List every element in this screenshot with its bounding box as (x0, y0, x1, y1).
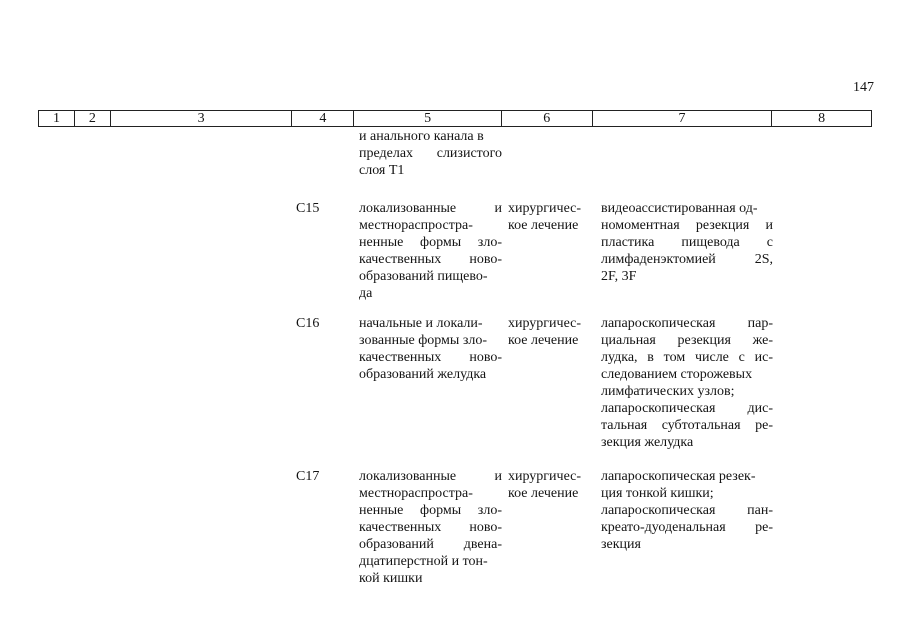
treatment-cell (502, 200, 593, 315)
table-row (38, 128, 872, 182)
treatment-line: кое лечение (508, 333, 579, 348)
column-header-1: 1 (39, 111, 75, 126)
table-body (38, 128, 872, 598)
diagnosis-line: ненные формы зло- (359, 235, 502, 250)
method-line: тальная субтотальная ре- (601, 418, 773, 433)
column-header-7: 7 (593, 111, 773, 126)
treatment-line: хирургичес- (508, 201, 582, 216)
diagnosis-line: и анального канала в (359, 129, 484, 144)
diagnosis-line: начальные и локали- (359, 316, 483, 331)
method-cell (593, 468, 773, 598)
treatment-line: хирургичес- (508, 469, 582, 484)
code-cell: C15 (296, 201, 320, 216)
diagnosis-cell (354, 128, 502, 182)
method-line: пластика пищевода с (601, 235, 773, 250)
treatment-cell (502, 315, 593, 468)
diagnosis-line: образований пищево- (359, 269, 488, 284)
diagnosis-line: местнораспростра- (359, 218, 473, 233)
method-line: циальная резекция же- (601, 333, 773, 348)
diagnosis-cell (354, 315, 502, 468)
method-line: зекция желудка (601, 435, 694, 450)
method-line: лапароскопическая пар- (601, 316, 773, 331)
treatment-line: кое лечение (508, 218, 579, 233)
diagnosis-line: качественных ново- (359, 252, 502, 267)
treatment-line: хирургичес- (508, 316, 582, 331)
table-header-row (38, 110, 872, 127)
diagnosis-line: кой кишки (359, 571, 423, 586)
table-row (38, 200, 872, 315)
diagnosis-line: да (359, 286, 373, 301)
page-number: 147 (853, 80, 874, 95)
diagnosis-line: слоя T1 (359, 163, 405, 178)
table-row (38, 315, 872, 468)
method-line: лудка, в том числе с ис- (601, 350, 773, 365)
method-line: видеоассистированная од- (601, 201, 758, 216)
method-line: лапароскопическая резек- (601, 469, 756, 484)
column-header-6: 6 (502, 111, 593, 126)
method-line: номоментная резекция и (601, 218, 773, 233)
diagnosis-cell (354, 468, 502, 598)
diagnosis-line: образований двена- (359, 537, 502, 552)
diagnosis-line: пределах слизистого (359, 146, 502, 161)
diagnosis-line: зованные формы зло- (359, 333, 487, 348)
method-line: ция тонкой кишки; (601, 486, 714, 501)
treatment-line: кое лечение (508, 486, 579, 501)
diagnosis-line: качественных ново- (359, 520, 502, 535)
diagnosis-line: локализованные и (359, 201, 502, 216)
diagnosis-line: образований желудка (359, 367, 487, 382)
diagnosis-line: ненные формы зло- (359, 503, 502, 518)
method-cell (593, 315, 773, 468)
column-header-8: 8 (818, 111, 826, 126)
diagnosis-line: дцатиперстной и тон- (359, 554, 488, 569)
code-cell (292, 128, 354, 182)
method-line: лимфатических узлов; (601, 384, 735, 399)
column-header-2: 2 (75, 111, 111, 126)
method-line: лимфаденэктомией 2S, (601, 252, 773, 267)
method-line: 2F, 3F (601, 269, 637, 284)
method-line: лапароскопическая пан- (601, 503, 773, 518)
method-line: креато-дуоденальная ре- (601, 520, 773, 535)
diagnosis-line: качественных ново- (359, 350, 502, 365)
diagnosis-cell (354, 200, 502, 315)
method-line: следованием сторожевых (601, 367, 753, 382)
treatment-cell (502, 468, 593, 598)
diagnosis-line: местнораспростра- (359, 486, 473, 501)
column-header-3: 3 (111, 111, 293, 126)
table-row (38, 468, 872, 598)
diagnosis-line: локализованные и (359, 469, 502, 484)
code-cell: C17 (296, 469, 320, 484)
code-cell: C16 (296, 316, 320, 331)
method-line: зекция (601, 537, 641, 552)
method-cell (593, 200, 773, 315)
column-header-5: 5 (354, 111, 502, 126)
method-line: лапароскопическая дис- (601, 401, 773, 416)
column-header-4: 4 (292, 111, 354, 126)
